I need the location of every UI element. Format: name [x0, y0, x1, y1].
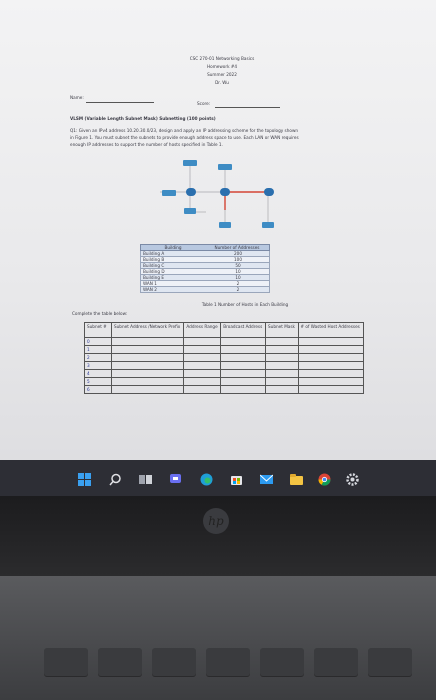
blank-answer-cell	[266, 354, 299, 362]
table-row	[85, 362, 364, 370]
address-count-cell: 2	[236, 281, 240, 286]
keyboard-key	[260, 648, 304, 676]
blank-answer-cell	[298, 386, 363, 394]
building-cell: WAN 1	[143, 281, 157, 286]
header-addresses: Number of Addresses	[214, 245, 260, 250]
address-count-cell: 2	[236, 287, 240, 292]
score-label: Score:	[197, 101, 211, 106]
blank-answer-cell	[266, 386, 299, 394]
subnet-table-header-cell: Address Range	[184, 323, 221, 338]
subnet-number-cell: 0	[85, 338, 112, 346]
store-icon[interactable]	[230, 471, 243, 484]
building-cell: Building A	[143, 251, 165, 256]
question-line-2: in Figure 1. You must subnet the subnets to provide enough address space to use. Each LAN or WAN requires	[70, 135, 299, 140]
blank-answer-cell	[221, 354, 266, 362]
subnet-number-cell: 2	[85, 354, 112, 362]
blank-answer-cell	[298, 346, 363, 354]
blank-answer-cell	[221, 338, 266, 346]
address-count-cell: 10	[235, 269, 241, 274]
router-icon	[220, 188, 230, 196]
address-count-cell: 10	[235, 275, 241, 280]
address-count-cell: 100	[234, 257, 242, 262]
subnet-number-cell: 6	[85, 386, 112, 394]
course-line: CSC 270-01 Networking Basics	[189, 56, 255, 61]
hosts-table-body	[140, 251, 270, 293]
windows-start-icon[interactable]	[78, 471, 91, 484]
blank-answer-cell	[184, 370, 221, 378]
blank-answer-cell	[221, 378, 266, 386]
homework-document	[14, 0, 422, 456]
topology-links	[160, 162, 270, 224]
name-label: Name:	[70, 95, 84, 100]
blank-answer-cell	[112, 338, 184, 346]
switch-icon	[184, 208, 196, 214]
header-building: Building	[164, 245, 182, 250]
blank-answer-cell	[112, 370, 184, 378]
switch-icon	[162, 190, 176, 196]
blank-answer-cell	[184, 354, 221, 362]
blank-answer-cell	[298, 354, 363, 362]
edge-browser-icon[interactable]	[200, 471, 213, 484]
homework-line: Homework #4	[206, 64, 238, 69]
switch-icon	[183, 160, 197, 166]
building-cell: Building C	[143, 263, 165, 268]
question-line-3: enough IP addresses to support the number of hosts specified in Table 1.	[70, 142, 223, 147]
hosts-table-header	[140, 244, 270, 251]
chrome-icon[interactable]	[318, 471, 331, 484]
blank-answer-cell	[221, 346, 266, 354]
section-title: VLSM (Variable Length Subnet Mask) Subnetting (100 points)	[70, 116, 216, 121]
subnet-number-cell: 1	[85, 346, 112, 354]
router-icon	[186, 188, 196, 196]
table-row	[85, 370, 364, 378]
subnet-table-body	[85, 338, 364, 394]
blank-answer-cell	[221, 370, 266, 378]
building-cell: WAN 2	[143, 287, 157, 292]
hosts-table	[140, 244, 270, 293]
keyboard-key	[44, 648, 88, 676]
keyboard-key	[368, 648, 412, 676]
blank-answer-cell	[112, 378, 184, 386]
table-row	[85, 386, 364, 394]
blank-answer-cell	[298, 370, 363, 378]
subnet-number-cell: 5	[85, 378, 112, 386]
table-row	[85, 378, 364, 386]
windows-taskbar	[0, 460, 436, 496]
address-count-cell: 50	[235, 263, 241, 268]
table-row	[85, 338, 364, 346]
mail-icon[interactable]	[260, 471, 273, 484]
keyboard-key	[206, 648, 250, 676]
blank-answer-cell	[298, 362, 363, 370]
subnet-table-header-cell: Broadcast Address	[221, 323, 266, 338]
subnet-table	[84, 322, 364, 394]
blank-answer-cell	[221, 362, 266, 370]
table-1-caption: Table 1 Number of Hosts in Each Building	[201, 302, 289, 307]
blank-answer-cell	[298, 338, 363, 346]
file-explorer-icon[interactable]	[290, 471, 303, 484]
term-line: Summer 2022	[207, 72, 237, 77]
table-row	[85, 354, 364, 362]
network-topology-figure	[140, 152, 280, 242]
building-cell: Building B	[143, 257, 165, 262]
hosts-table-row	[140, 287, 270, 293]
blank-answer-cell	[184, 386, 221, 394]
blank-answer-cell	[184, 338, 221, 346]
blank-answer-cell	[266, 362, 299, 370]
keyboard-key	[98, 648, 142, 676]
name-blank	[86, 102, 154, 103]
blank-answer-cell	[112, 386, 184, 394]
building-cell: Building E	[143, 275, 164, 280]
blank-answer-cell	[184, 362, 221, 370]
blank-answer-cell	[184, 378, 221, 386]
subnet-table-header-cell: Subnet Mask	[266, 323, 299, 338]
subnet-number-cell: 4	[85, 370, 112, 378]
blank-answer-cell	[266, 338, 299, 346]
score-blank	[215, 107, 280, 108]
blank-answer-cell	[112, 362, 184, 370]
blank-answer-cell	[266, 370, 299, 378]
switch-icon	[262, 222, 274, 228]
blank-answer-cell	[184, 346, 221, 354]
blank-answer-cell	[112, 346, 184, 354]
keyboard-key	[152, 648, 196, 676]
blank-answer-cell	[266, 378, 299, 386]
hp-logo: hp	[203, 508, 229, 534]
instructor-line: Dr. Wu	[215, 80, 229, 85]
address-count-cell: 200	[234, 251, 242, 256]
blank-answer-cell	[298, 378, 363, 386]
chat-icon[interactable]	[169, 471, 182, 484]
switch-icon	[219, 222, 231, 228]
subnet-table-header-cell: # of Wasted Host Addresses	[298, 323, 363, 338]
building-cell: Building D	[143, 269, 165, 274]
blank-answer-cell	[266, 346, 299, 354]
settings-icon[interactable]	[346, 471, 359, 484]
search-icon[interactable]	[109, 471, 122, 484]
switch-icon	[218, 164, 232, 170]
router-icon	[264, 188, 274, 196]
complete-table-label: Complete the table below:	[72, 311, 128, 316]
blank-answer-cell	[112, 354, 184, 362]
task-view-icon[interactable]	[139, 471, 152, 484]
subnet-table-header-cell: Subnet #	[85, 323, 112, 338]
keyboard-key	[314, 648, 358, 676]
subnet-table-header-cell: Subnet Address /Network Prefix	[112, 323, 184, 338]
blank-answer-cell	[221, 386, 266, 394]
subnet-number-cell: 3	[85, 362, 112, 370]
subnet-table-header	[85, 323, 364, 338]
laptop-keyboard	[0, 576, 436, 700]
question-line-1: Q1: Given an IPv4 address 10.20.30.0/23, design and apply an IP addressing scheme for the topology shown	[70, 128, 299, 133]
table-row	[85, 346, 364, 354]
